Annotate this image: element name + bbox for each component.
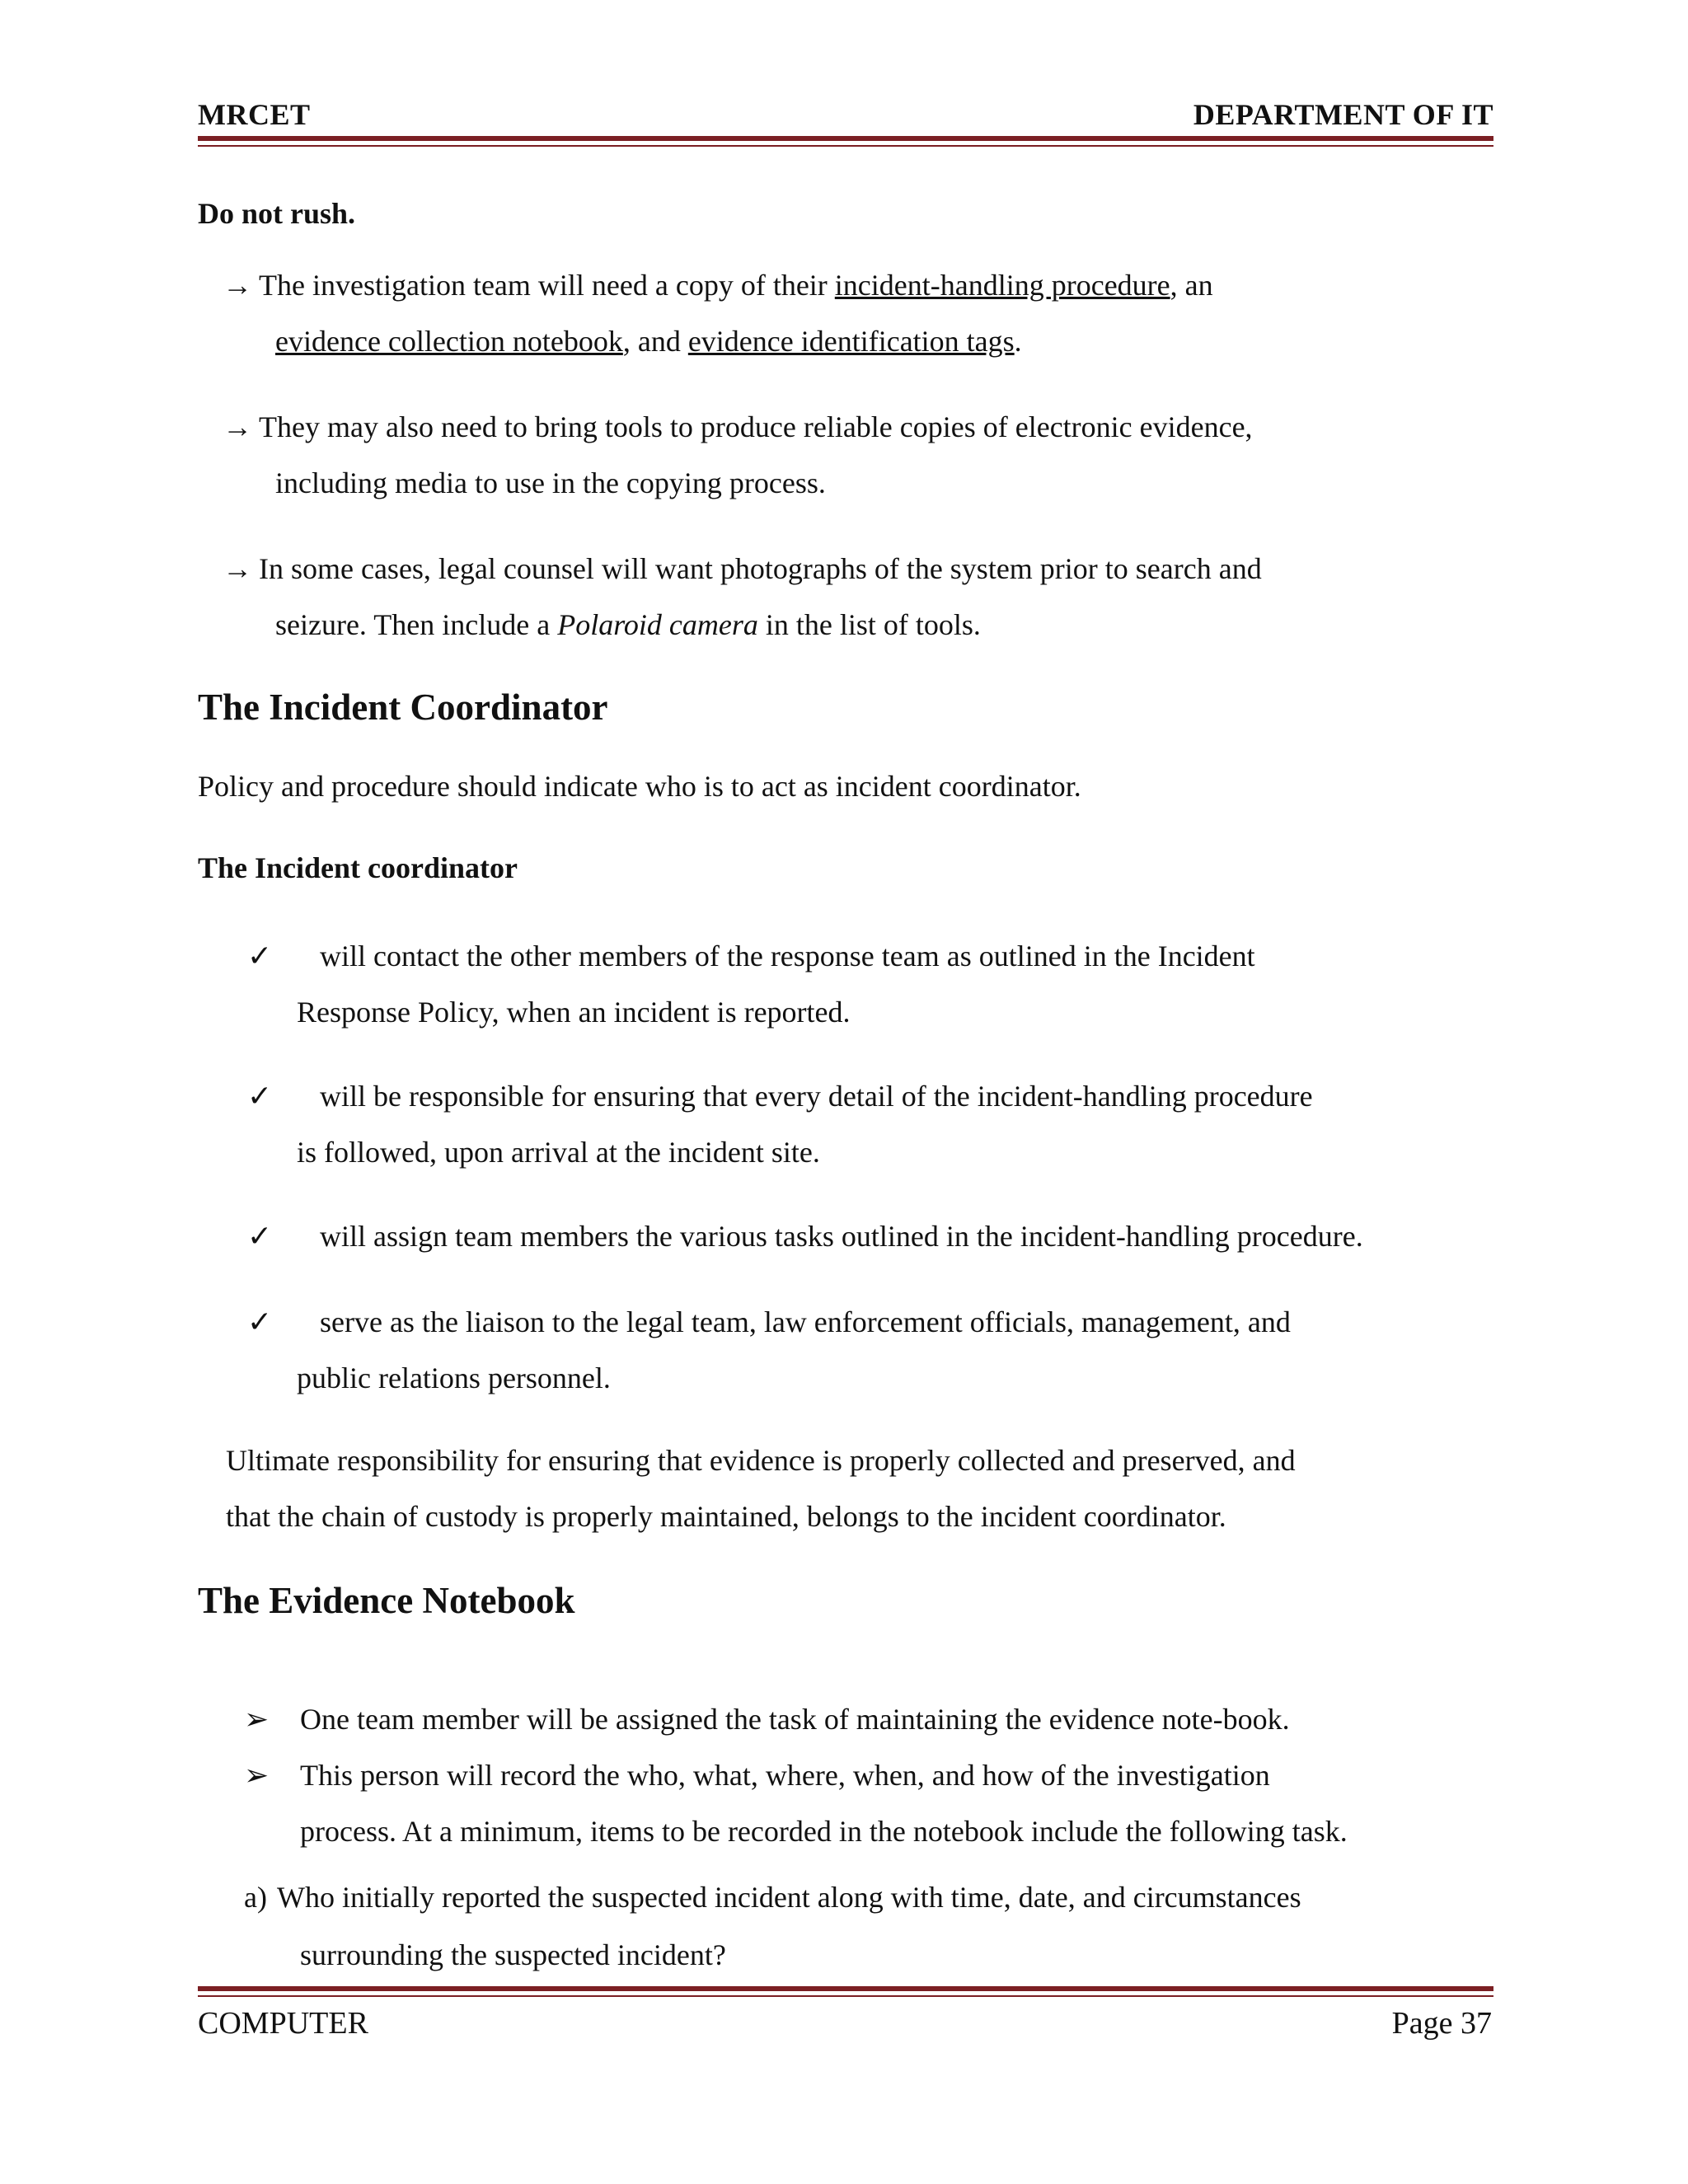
list-item: → They may also need to bring tools to produce reliable copies of electronic evidence, [223,399,1253,455]
paragraph: Policy and procedure should indicate who is to act as incident coordinator. [198,770,1081,803]
item-marker: a) [244,1881,267,1914]
list-item: ✓ will be responsible for ensuring that every detail of the incident-handling procedure [247,1068,1313,1124]
check-icon: ✓ [247,1220,273,1253]
check-icon: ✓ [247,1305,273,1338]
link-evidence-collection-notebook[interactable]: evidence collection notebook [275,325,623,358]
paragraph-cont: that the chain of custody is properly maintained, belongs to the incident coordinator. [226,1500,1226,1533]
lettered-item: a) Who initially reported the suspected incident along with time, date, and circumstances [244,1869,1301,1925]
list-item-cont: public relations personnel. [297,1361,611,1394]
subheading-incident-coordinator: The Incident coordinator [198,851,518,884]
right-arrow-icon: → [223,410,252,443]
list-item: → In some cases, legal counsel will want photographs of the system prior to search and [223,541,1262,597]
section-heading-incident-coordinator: The Incident Coordinator [198,687,608,728]
list-item-cont: Response Policy, when an incident is reported. [297,996,851,1029]
header-right: DEPARTMENT OF IT [1193,98,1493,131]
lettered-item-cont: surrounding the suspected incident? [300,1938,726,1971]
footer-left: COMPUTER [198,2006,368,2041]
header-left: MRCET [198,98,311,131]
list-item: ✓ will assign team members the various tasks outlined in the incident-handling procedure. [247,1208,1363,1264]
list-item: ✓ will contact the other members of the response team as outlined in the Incident [247,928,1255,984]
paragraph: Ultimate responsibility for ensuring that evidence is properly collected and preserved, and [226,1444,1296,1477]
page-number: Page 37 [1391,2006,1492,2041]
link-evidence-identification-tags[interactable]: evidence identification tags [687,325,1015,358]
footer-rule-thin [198,1995,1493,1997]
list-item: → The investigation team will need a copy of their incident-handling procedure, an [223,257,1492,313]
header-rule-thin [198,145,1493,147]
link-incident-handling-procedure[interactable]: incident-handling procedure [834,269,1170,302]
diamond-arrow-icon: ➢ [244,1703,270,1736]
diamond-arrow-icon: ➢ [244,1759,270,1792]
list-item-cont: is followed, upon arrival at the incident site. [297,1136,820,1169]
right-arrow-icon: → [223,269,252,302]
list-item-cont: including media to use in the copying process. [275,466,826,499]
list-item: ➢ One team member will be assigned the task of maintaining the evidence note-book. [244,1691,1290,1747]
list-item-cont: evidence collection notebook, and evidence identification tags. [275,325,1022,358]
list-item: ✓ serve as the liaison to the legal team, law enforcement officials, management, and [247,1294,1291,1350]
list-item: ➢ This person will record the who, what, where, when, and how of the investigation [244,1747,1270,1803]
section-heading-evidence-notebook: The Evidence Notebook [198,1580,575,1621]
check-icon: ✓ [247,1080,273,1113]
subheading-do-not-rush: Do not rush. [198,197,356,230]
check-icon: ✓ [247,940,273,972]
list-item-cont: process. At a minimum, items to be recorded in the notebook include the following task. [300,1815,1348,1848]
header-rule [198,136,1493,141]
footer-rule [198,1986,1493,1991]
right-arrow-icon: → [223,552,252,585]
list-item-cont: seizure. Then include a Polaroid camera in the list of tools. [275,608,981,641]
